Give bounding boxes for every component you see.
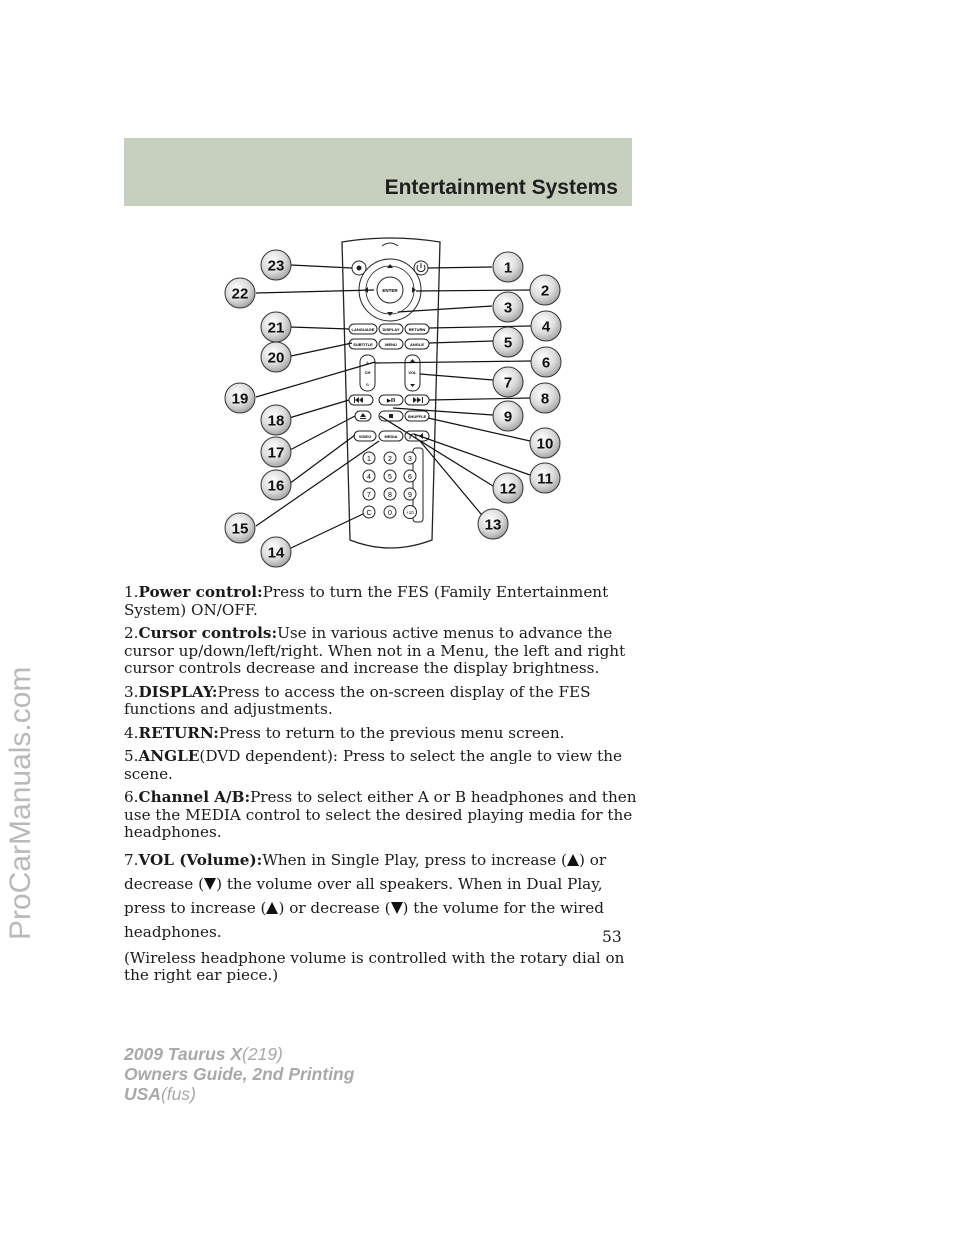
- svg-text:7: 7: [367, 492, 371, 499]
- svg-text:10: 10: [536, 435, 554, 453]
- svg-text:MEDIA: MEDIA: [384, 434, 398, 439]
- svg-text:19: 19: [231, 390, 249, 408]
- triangle-up-icon: [567, 854, 579, 866]
- channel-rocker: [360, 355, 375, 391]
- svg-text:22: 22: [231, 285, 249, 303]
- svg-text:15: 15: [231, 520, 249, 538]
- item-return: 4.RETURN:Press to return to the previous menu screen.: [124, 723, 565, 742]
- play-pause-button: [379, 395, 403, 405]
- svg-text:RETURN: RETURN: [408, 327, 426, 332]
- item-channel: 6.Channel A/B:Press to select either A or B headphones and then use the MEDIA control to select the desired playing media for the headphones.: [124, 788, 637, 841]
- svg-text:8: 8: [540, 390, 550, 408]
- stop-button: [379, 411, 403, 421]
- svg-text:9: 9: [503, 408, 513, 426]
- svg-text:CH: CH: [364, 370, 371, 375]
- svg-text:13: 13: [484, 516, 502, 534]
- svg-text:1: 1: [503, 259, 513, 277]
- next-track-button: [405, 395, 429, 405]
- page-number: 53: [602, 928, 622, 946]
- svg-text:▶/II: ▶/II: [386, 398, 396, 404]
- media-button: [379, 431, 403, 441]
- video-button: [354, 431, 376, 441]
- svg-text:16: 16: [267, 477, 285, 495]
- subtitle-button: [349, 339, 377, 349]
- svg-text:12: 12: [499, 480, 517, 498]
- svg-text:A: A: [366, 360, 369, 365]
- svg-text:1: 1: [367, 456, 371, 463]
- svg-text:6: 6: [541, 354, 551, 372]
- svg-text:21: 21: [267, 319, 285, 337]
- svg-text:C: C: [366, 510, 372, 517]
- return-button: [405, 324, 429, 334]
- menu-button: [379, 339, 403, 349]
- svg-text:20: 20: [267, 349, 285, 367]
- prev-track-button: [349, 395, 373, 405]
- triangle-down-icon: [391, 902, 403, 914]
- svg-text:23: 23: [267, 257, 285, 275]
- svg-text:5: 5: [388, 474, 392, 481]
- eject-button: [355, 411, 371, 421]
- svg-text:11: 11: [537, 470, 553, 488]
- svg-text:3: 3: [408, 456, 412, 463]
- control-descriptions: [124, 584, 640, 991]
- svg-text:LANGUAGE: LANGUAGE: [351, 327, 375, 332]
- svg-text:14: 14: [267, 544, 285, 562]
- svg-text:MENU: MENU: [385, 342, 397, 347]
- item-display: 3.DISPLAY:Press to access the on-screen display of the FES functions and adjustments.: [124, 682, 591, 718]
- svg-text:8: 8: [388, 492, 392, 499]
- svg-text:VIDEO: VIDEO: [358, 434, 372, 439]
- svg-text:18: 18: [267, 412, 285, 430]
- svg-text:ANGLE: ANGLE: [410, 342, 424, 347]
- svg-text:2: 2: [388, 456, 392, 463]
- svg-text:+10: +10: [406, 510, 414, 515]
- item-cursor: 2.Cursor controls:Use in various active menus to advance the cursor up/down/left/right. When not in a Menu, the left and right cursor controls decrease and increase the display brightness.: [124, 624, 626, 677]
- triangle-down-icon: [204, 878, 216, 890]
- svg-text:9: 9: [408, 492, 412, 499]
- svg-text:VOL: VOL: [408, 370, 417, 375]
- angle-button: [405, 339, 429, 349]
- triangle-up-icon: [266, 902, 278, 914]
- svg-text:DISPLAY: DISPLAY: [382, 327, 400, 332]
- svg-text:SUBTITLE: SUBTITLE: [353, 342, 373, 347]
- svg-text:17: 17: [267, 444, 285, 462]
- item-power: 1.Power control:Press to turn the FES (Family Entertainment System) ON/OFF.: [124, 583, 609, 619]
- section-header-band: [124, 138, 632, 206]
- remote-control-diagram: [222, 232, 582, 576]
- display-button: [379, 324, 403, 334]
- watermark: ProCarManuals.com: [4, 666, 37, 940]
- svg-text:7: 7: [503, 374, 513, 392]
- svg-text:2: 2: [540, 282, 550, 300]
- svg-text:SHUFFLE: SHUFFLE: [407, 414, 427, 419]
- svg-text:0: 0: [388, 510, 392, 517]
- svg-text:4: 4: [541, 318, 551, 336]
- wireless-note: (Wireless headphone volume is controlled with the rotary dial on the right ear piece.): [124, 948, 625, 984]
- svg-text:6: 6: [408, 474, 412, 481]
- svg-text:4: 4: [367, 474, 371, 481]
- section-title: Entertainment Systems: [384, 176, 618, 199]
- volume-rocker: [405, 355, 420, 391]
- enter-label: ENTER: [382, 288, 398, 293]
- language-button: [349, 324, 377, 334]
- svg-text:3: 3: [503, 299, 513, 317]
- shuffle-button: [405, 411, 429, 421]
- item-angle: 5.ANGLE(DVD dependent): Press to select the angle to view the scene.: [124, 747, 623, 783]
- item-volume: 7.VOL (Volume):When in Single Play, press to increase ( ) or decrease ( ) the volume over all speakers. When in Dual Play, press to increase ( ) or decrease ( ) the volume for the wired headphones.: [124, 850, 607, 941]
- print-footer: 2009 Taurus X(219) Owners Guide, 2nd Printing USA(fus): [124, 1044, 355, 1104]
- svg-text:5: 5: [503, 334, 513, 352]
- svg-text:B: B: [366, 382, 369, 387]
